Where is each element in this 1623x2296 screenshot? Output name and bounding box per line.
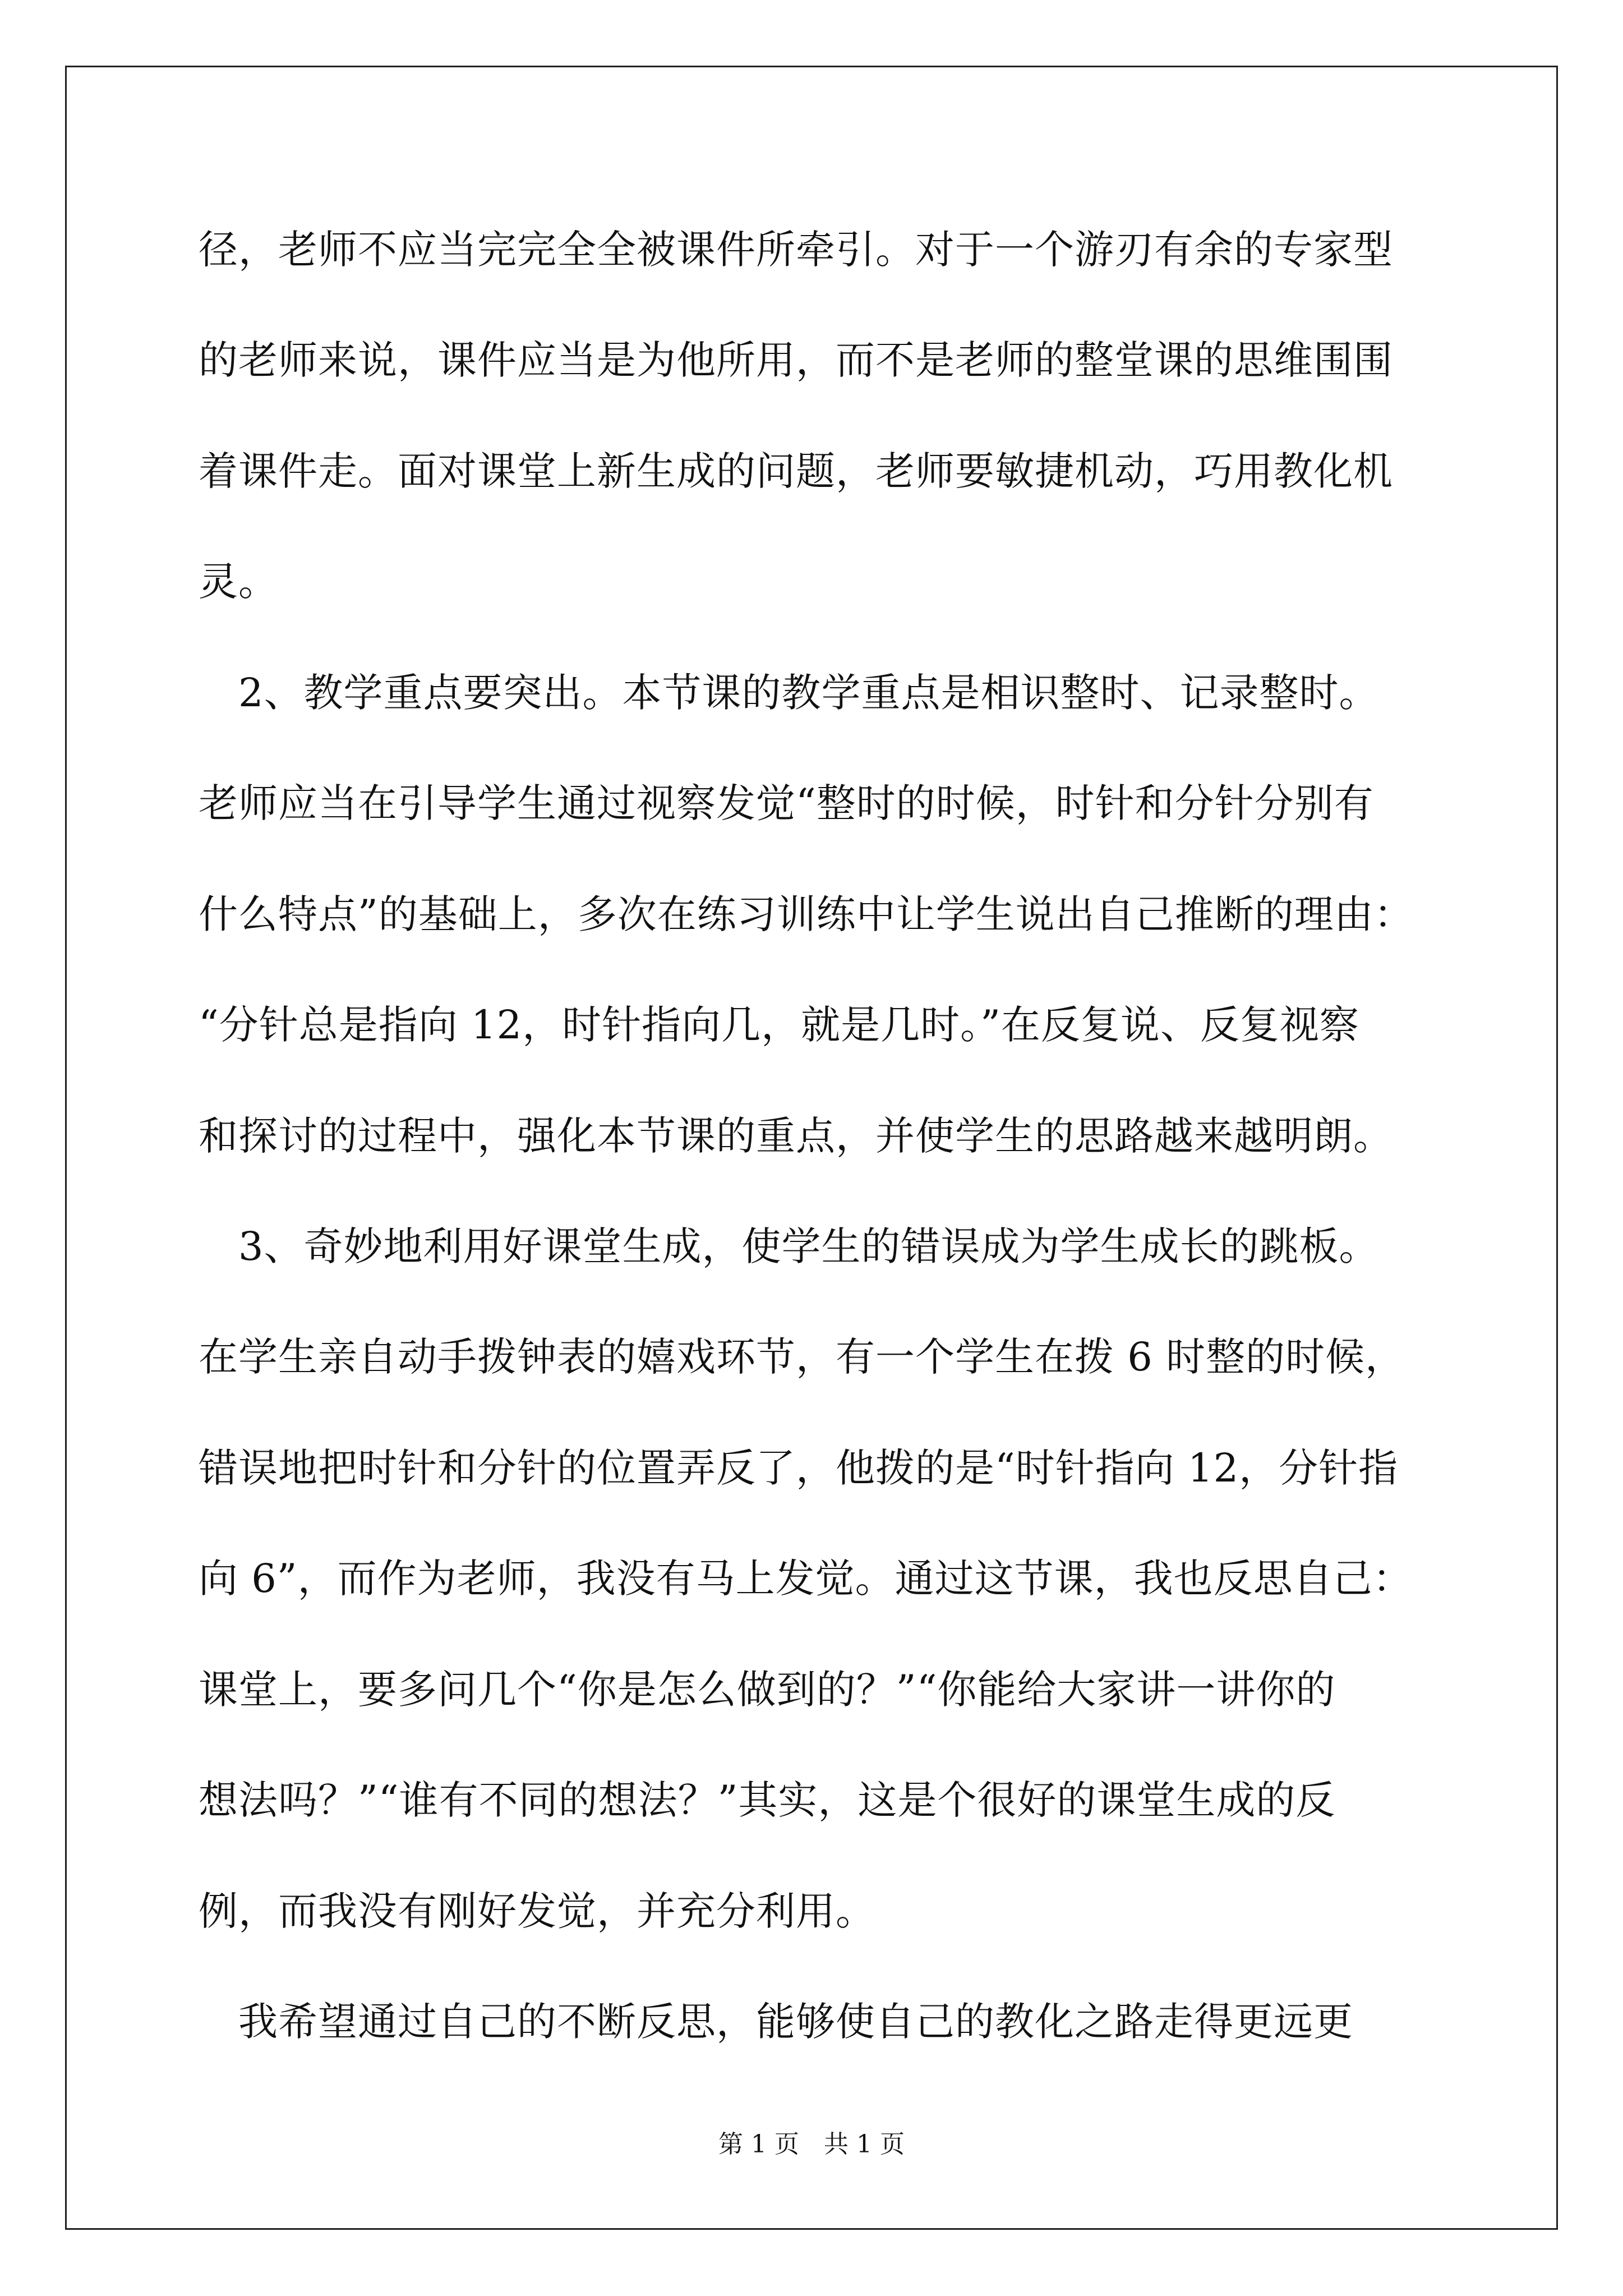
body-line: 例，而我没有刚好发觉，并充分利用。 — [199, 1888, 875, 1934]
page-number-footer: 第 1 页 共 1 页 — [718, 2130, 905, 2159]
body-line: 的老师来说，课件应当是为他所用，而不是老师的整堂课的思维围围 — [199, 337, 1393, 383]
body-line: 老师应当在引导学生通过视察发觉“整时的时候，时针和分针分别有 — [199, 780, 1374, 826]
body-line: 想法吗？”“谁有不同的想法？”其实，这是个很好的课堂生成的反 — [199, 1777, 1336, 1823]
body-line: 错误地把时针和分针的位置弄反了，他拨的是“时针指向 12，分针指 — [199, 1445, 1399, 1491]
body-line: 灵。 — [199, 559, 278, 605]
body-line: 什么特点”的基础上，多次在练习训练中让学生说出自己推断的理由： — [199, 891, 1414, 937]
body-line: “分针总是指向 12，时针指向几，就是几时。”在反复说、反复视察 — [199, 1002, 1359, 1048]
paragraph-start-line: 我希望通过自己的不断反思，能够使自己的教化之路走得更远更 — [199, 1999, 1353, 2045]
paragraph-start-line: 2、教学重点要突出。本节课的教学重点是相识整时、记录整时。 — [199, 670, 1379, 716]
body-line: 径，老师不应当完完全全被课件所牵引。对于一个游刃有余的专家型 — [199, 227, 1393, 273]
body-line: 在学生亲自动手拨钟表的嬉戏环节，有一个学生在拨 6 时整的时候， — [199, 1334, 1405, 1380]
body-line: 着课件走。面对课堂上新生成的问题，老师要敏捷机动，巧用教化机 — [199, 448, 1393, 494]
body-line: 向 6”，而作为老师，我没有马上发觉。通过这节课，我也反思自己： — [199, 1556, 1413, 1602]
body-line: 课堂上，要多问几个“你是怎么做到的？”“你能给大家讲一讲你的 — [199, 1667, 1336, 1713]
body-line: 和探讨的过程中，强化本节课的重点，并使学生的思路越来越明朗。 — [199, 1113, 1393, 1159]
paragraph-start-line: 3、奇妙地利用好课堂生成，使学生的错误成为学生成长的跳板。 — [199, 1223, 1379, 1269]
